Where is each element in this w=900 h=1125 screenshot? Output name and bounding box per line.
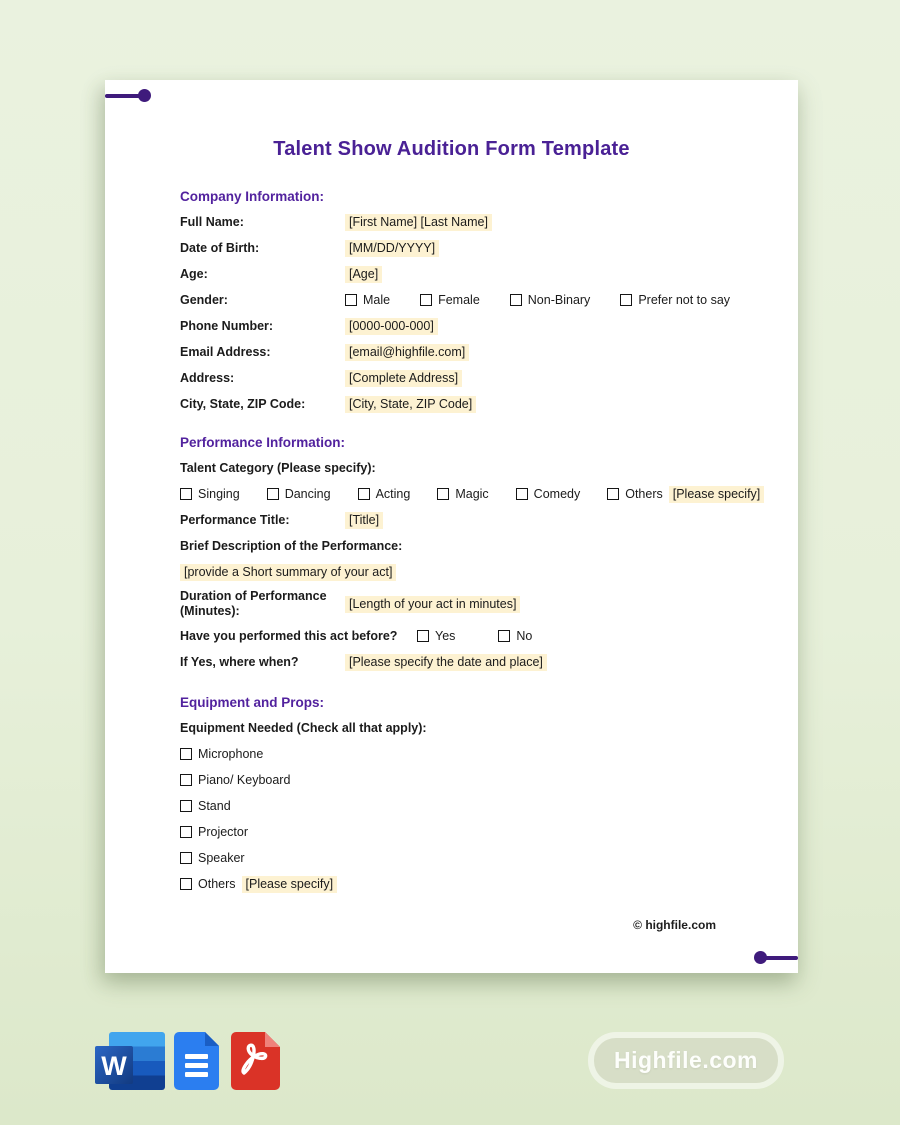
field-placeholder: [Please specify the date and place]	[345, 654, 547, 671]
equipment-subheading-row	[180, 715, 765, 741]
document-page	[105, 80, 798, 973]
checkbox-yes	[417, 630, 429, 642]
checkbox-others	[607, 488, 619, 500]
form-content	[180, 183, 765, 897]
section-heading-company-information: Company Information:	[180, 188, 324, 204]
word-letter: W	[101, 1051, 127, 1081]
checkbox-comedy	[516, 488, 528, 500]
gender-option-male	[345, 293, 390, 307]
checkbox-prefer-not-to-say	[620, 294, 632, 306]
field-row-gender	[180, 287, 765, 313]
field-label: Age:	[180, 267, 208, 281]
field-label: Gender:	[180, 293, 228, 307]
field-label: Have you performed this act before?	[180, 629, 398, 643]
docs-text-lines	[185, 1054, 208, 1077]
field-row-performance-title	[180, 507, 765, 533]
checkbox-label: Male	[363, 293, 391, 307]
checkbox-label: Acting	[375, 487, 411, 501]
equipment-item-microphone	[180, 741, 765, 767]
checkbox-speaker	[180, 852, 192, 864]
section-heading-performance-information: Performance Information:	[180, 434, 346, 450]
field-placeholder: [Length of your act in minutes]	[345, 596, 520, 613]
checkbox-label: Comedy	[533, 487, 581, 501]
gender-option-prefer-not-to-say	[620, 293, 730, 307]
field-row-full-name	[180, 209, 765, 235]
field-label: Address:	[180, 371, 235, 385]
field-row-email-address	[180, 339, 765, 365]
field-row-city-state-zip	[180, 391, 765, 417]
field-row-phone-number	[180, 313, 765, 339]
others-placeholder: [Please specify]	[669, 486, 765, 503]
field-label: Full Name:	[180, 215, 244, 229]
page-title: Talent Show Audition Form Template	[273, 138, 630, 160]
checkbox-label: Non-Binary	[527, 293, 591, 307]
talent-option-comedy	[516, 487, 581, 501]
checkbox-non-binary	[510, 294, 522, 306]
field-label: Date of Birth:	[180, 241, 260, 255]
checkbox-stand	[180, 800, 192, 812]
talent-category-options-row	[180, 481, 765, 507]
checkbox-label: Magic	[455, 487, 489, 501]
field-row-duration	[180, 585, 765, 623]
duration-label-line2: (Minutes):	[180, 604, 240, 618]
field-placeholder: [Age]	[345, 266, 382, 283]
checkbox-label: Others	[625, 487, 663, 501]
checkbox-label: Projector	[198, 825, 249, 839]
top-left-accent-dot	[138, 89, 151, 102]
checkbox-piano-keyboard	[180, 774, 192, 786]
brief-description-value-row	[180, 559, 765, 585]
checkbox-label: Stand	[198, 799, 231, 813]
checkbox-label: Microphone	[198, 747, 264, 761]
checkbox-label: Singing	[198, 487, 240, 501]
field-row-address	[180, 365, 765, 391]
checkbox-female	[420, 294, 432, 306]
checkbox-label: Female	[438, 293, 480, 307]
gender-option-female	[420, 293, 480, 307]
highfile-badge-label: Highfile.com	[613, 1047, 758, 1073]
google-docs-icon[interactable]	[174, 1032, 219, 1090]
performed-before-option-no	[498, 629, 532, 643]
equipment-item-stand	[180, 793, 765, 819]
highfile-badge[interactable]	[594, 1038, 778, 1083]
brief-description-label-row	[180, 533, 765, 559]
field-label: Email Address:	[180, 345, 271, 359]
others-placeholder: [Please specify]	[242, 876, 338, 893]
field-label: Performance Title:	[180, 513, 290, 527]
equipment-item-projector	[180, 819, 765, 845]
performed-before-option-yes	[417, 629, 455, 643]
talent-option-acting	[358, 487, 411, 501]
field-placeholder: [Title]	[345, 512, 383, 529]
field-placeholder: [First Name] [Last Name]	[345, 214, 492, 231]
docs-folded-corner	[205, 1032, 219, 1046]
equipment-item-speaker	[180, 845, 765, 871]
field-row-date-of-birth	[180, 235, 765, 261]
checkbox-dancing	[267, 488, 279, 500]
checkbox-label: Others	[198, 877, 236, 891]
talent-option-others	[607, 486, 764, 503]
checkbox-equipment-others	[180, 878, 192, 890]
gender-option-non-binary	[510, 293, 591, 307]
checkbox-label: Prefer not to say	[638, 293, 731, 307]
talent-category-label-row	[180, 455, 765, 481]
checkbox-acting	[358, 488, 370, 500]
field-placeholder: [Complete Address]	[345, 370, 462, 387]
checkbox-label: Dancing	[284, 487, 331, 501]
checkbox-singing	[180, 488, 192, 500]
field-row-performed-before	[180, 623, 765, 649]
checkbox-label: Yes	[435, 629, 456, 643]
section-heading-equipment-and-props: Equipment and Props:	[180, 694, 325, 710]
field-label: If Yes, where when?	[180, 655, 299, 669]
equipment-item-others	[180, 871, 765, 897]
pdf-icon[interactable]	[231, 1032, 280, 1090]
checkbox-label: No	[516, 629, 533, 643]
equipment-subheading: Equipment Needed (Check all that apply):	[180, 721, 427, 735]
field-placeholder: [MM/DD/YYYY]	[345, 240, 439, 257]
checkbox-label: Piano/ Keyboard	[198, 773, 291, 787]
talent-options	[180, 486, 764, 503]
field-label	[180, 589, 345, 619]
checkbox-label: Speaker	[198, 851, 245, 865]
equipment-item-piano-keyboard	[180, 767, 765, 793]
field-placeholder: [provide a Short summary of your act]	[180, 564, 396, 581]
field-row-age	[180, 261, 765, 287]
field-placeholder: [email@highfile.com]	[345, 344, 469, 361]
checkbox-microphone	[180, 748, 192, 760]
field-placeholder: [0000-000-000]	[345, 318, 438, 335]
pdf-folded-corner	[265, 1032, 280, 1047]
field-label: Phone Number:	[180, 319, 274, 333]
checkbox-male	[345, 294, 357, 306]
field-placeholder: [City, State, ZIP Code]	[345, 396, 476, 413]
checkbox-no	[498, 630, 510, 642]
talent-option-magic	[437, 487, 488, 501]
talent-option-dancing	[267, 487, 331, 501]
talent-option-singing	[180, 487, 240, 501]
talent-category-label: Talent Category (Please specify):	[180, 461, 376, 475]
gender-options	[345, 293, 730, 307]
field-row-if-yes	[180, 649, 765, 675]
duration-label-line1: Duration of Performance	[180, 589, 327, 603]
checkbox-projector	[180, 826, 192, 838]
copyright-text: © highfile.com	[633, 918, 716, 932]
ms-word-icon[interactable]	[95, 1032, 165, 1090]
download-format-icons	[95, 1032, 280, 1090]
checkbox-magic	[437, 488, 449, 500]
field-label: City, State, ZIP Code:	[180, 397, 306, 411]
bottom-right-accent-line	[761, 956, 798, 960]
brief-description-label: Brief Description of the Performance:	[180, 539, 403, 553]
